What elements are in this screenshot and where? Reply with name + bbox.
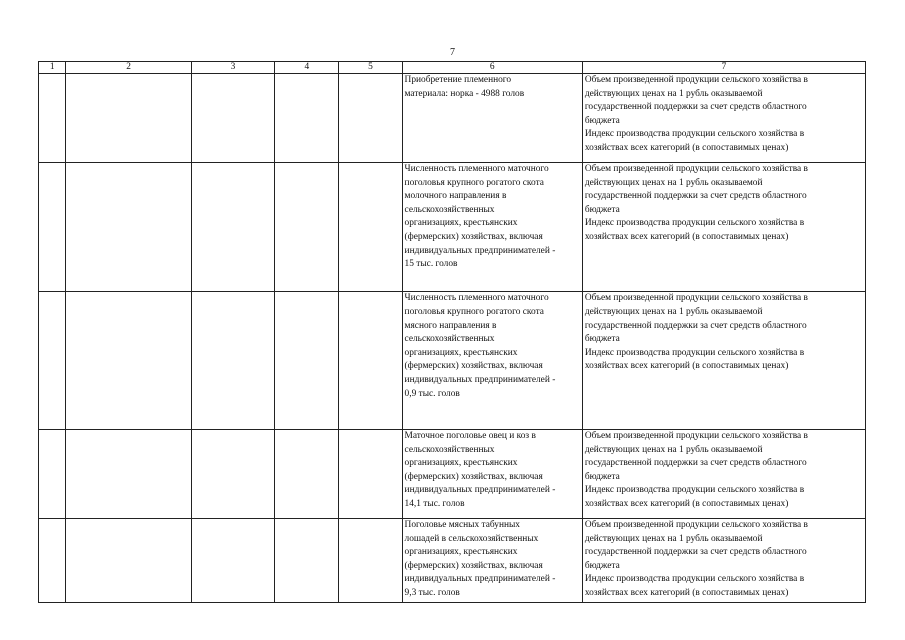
cell-col4 bbox=[275, 430, 339, 519]
cell-col4 bbox=[275, 292, 339, 430]
cell-text-line: организациях, крестьянских bbox=[404, 547, 518, 558]
column-header-2: 2 bbox=[66, 62, 191, 74]
cell-text-line: поголовья крупного рогатого скота bbox=[404, 177, 544, 188]
table-row bbox=[39, 430, 866, 519]
cell-text-line: (фермерских) хозяйствах, включая bbox=[404, 231, 543, 242]
cell-col2 bbox=[66, 292, 191, 430]
cell-col2 bbox=[66, 74, 191, 163]
cell-col1 bbox=[39, 292, 66, 430]
cell-text-line: сельскохозяйственных bbox=[404, 204, 495, 215]
indicators-cell bbox=[582, 519, 865, 603]
cell-col4 bbox=[275, 74, 339, 163]
cell-col5 bbox=[339, 74, 402, 163]
cell-col1 bbox=[39, 519, 66, 603]
table-row bbox=[39, 519, 866, 603]
goal-cell bbox=[402, 292, 582, 430]
cell-text-line: действующих ценах на 1 рубль оказываемой bbox=[584, 533, 763, 544]
cell-col2 bbox=[66, 519, 191, 603]
cell-text-line: сельскохозяйственных bbox=[404, 444, 495, 455]
cell-text-line: (фермерских) хозяйствах, включая bbox=[404, 560, 543, 571]
indicators-cell bbox=[582, 430, 865, 519]
cell-text-line: 0,9 тыс. голов bbox=[404, 388, 460, 399]
indicators-cell bbox=[582, 292, 865, 430]
cell-col5 bbox=[339, 292, 402, 430]
cell-text-line: Объем произведенной продукции сельского хозяйства в bbox=[584, 431, 808, 441]
goal-cell bbox=[402, 163, 582, 292]
cell-text-line: Объем произведенной продукции сельского хозяйства в bbox=[584, 520, 808, 530]
cell-text-line: Маточное поголовье овец и коз в bbox=[404, 431, 536, 441]
cell-text-line: бюджета bbox=[584, 471, 620, 482]
cell-text-line: Численность племенного маточного bbox=[404, 164, 549, 174]
cell-text-line: действующих ценах на 1 рубль оказываемой bbox=[584, 88, 763, 99]
cell-text-line: действующих ценах на 1 рубль оказываемой bbox=[584, 307, 763, 318]
cell-text-line: организациях, крестьянских bbox=[404, 218, 518, 229]
cell-col1 bbox=[39, 74, 66, 163]
cell-text-line: Индекс производства продукции сельского хозяйства в bbox=[584, 347, 805, 358]
goal-cell bbox=[402, 519, 582, 603]
cell-col1 bbox=[39, 430, 66, 519]
cell-text-line: бюджета bbox=[584, 204, 620, 215]
cell-text-line: Индекс производства продукции сельского хозяйства в bbox=[584, 574, 805, 585]
cell-text-line: 14,1 тыс. голов bbox=[404, 498, 465, 509]
cell-text-line: материала: норка - 4988 голов bbox=[404, 88, 525, 99]
cell-col3 bbox=[191, 292, 275, 430]
cell-text-line: хозяйствах всех категорий (в сопоставимых ценах) bbox=[584, 498, 789, 509]
cell-col5 bbox=[339, 519, 402, 603]
cell-text-line: (фермерских) хозяйствах, включая bbox=[404, 471, 543, 482]
cell-text-line: государственной поддержки за счет средств областного bbox=[584, 458, 807, 469]
cell-text-line: Численность племенного маточного bbox=[404, 293, 549, 304]
cell-text-line: 15 тыс. голов bbox=[404, 259, 458, 270]
cell-text-line: индивидуальных предпринимателей - bbox=[404, 245, 556, 256]
cell-text-line: действующих ценах на 1 рубль оказываемой bbox=[584, 444, 763, 455]
table-row bbox=[39, 74, 866, 163]
cell-text-line: Поголовье мясных табунных bbox=[404, 520, 520, 530]
cell-text-line: бюджета bbox=[584, 560, 620, 571]
column-header-4: 4 bbox=[275, 62, 339, 74]
goal-cell bbox=[402, 74, 582, 163]
cell-text-line: действующих ценах на 1 рубль оказываемой bbox=[584, 177, 763, 188]
cell-text-line: хозяйствах всех категорий (в сопоставимых ценах) bbox=[584, 231, 789, 242]
cell-col1 bbox=[39, 163, 66, 292]
cell-col5 bbox=[339, 430, 402, 519]
cell-col2 bbox=[66, 430, 191, 519]
column-header-1: 1 bbox=[39, 62, 66, 74]
cell-col4 bbox=[275, 519, 339, 603]
cell-text-line: Объем произведенной продукции сельского хозяйства в bbox=[584, 75, 808, 85]
cell-text-line: Индекс производства продукции сельского хозяйства в bbox=[584, 218, 805, 229]
cell-col3 bbox=[191, 430, 275, 519]
cell-text-line: бюджета bbox=[584, 115, 620, 126]
goal-cell bbox=[402, 430, 582, 519]
cell-col3 bbox=[191, 163, 275, 292]
cell-col3 bbox=[191, 519, 275, 603]
cell-col3 bbox=[191, 74, 275, 163]
cell-text-line: государственной поддержки за счет средств областного bbox=[584, 547, 807, 558]
document-table bbox=[38, 61, 866, 603]
cell-text-line: государственной поддержки за счет средств областного bbox=[584, 191, 807, 202]
cell-text-line: молочного направления в bbox=[404, 191, 507, 202]
cell-col4 bbox=[275, 163, 339, 292]
cell-text-line: индивидуальных предпринимателей - bbox=[404, 485, 556, 496]
cell-text-line: хозяйствах всех категорий (в сопоставимых ценах) bbox=[584, 361, 789, 372]
indicators-cell bbox=[582, 74, 865, 163]
cell-text-line: организациях, крестьянских bbox=[404, 458, 518, 469]
cell-text-line: сельскохозяйственных bbox=[404, 334, 495, 345]
column-header-3: 3 bbox=[191, 62, 275, 74]
cell-text-line: государственной поддержки за счет средств областного bbox=[584, 320, 807, 331]
cell-text-line: хозяйствах всех категорий (в сопоставимых ценах) bbox=[584, 142, 789, 153]
cell-text-line: государственной поддержки за счет средств областного bbox=[584, 102, 807, 113]
cell-text-line: Индекс производства продукции сельского хозяйства в bbox=[584, 129, 805, 140]
column-header-6: 6 bbox=[402, 62, 582, 74]
cell-text-line: (фермерских) хозяйствах, включая bbox=[404, 361, 543, 372]
cell-text-line: мясного направления в bbox=[404, 320, 497, 331]
cell-text-line: Приобретение племенного bbox=[404, 75, 512, 85]
column-header-5: 5 bbox=[339, 62, 402, 74]
header-row bbox=[39, 62, 866, 74]
cell-col5 bbox=[339, 163, 402, 292]
indicators-cell bbox=[582, 163, 865, 292]
cell-text-line: индивидуальных предпринимателей - bbox=[404, 375, 556, 386]
cell-text-line: Индекс производства продукции сельского хозяйства в bbox=[584, 485, 805, 496]
table-row bbox=[39, 292, 866, 430]
cell-text-line: бюджета bbox=[584, 334, 620, 345]
cell-text-line: Объем произведенной продукции сельского хозяйства в bbox=[584, 293, 808, 304]
column-header-7: 7 bbox=[582, 62, 865, 74]
cell-text-line: Объем произведенной продукции сельского хозяйства в bbox=[584, 164, 808, 174]
cell-text-line: 9,3 тыс. голов bbox=[404, 587, 460, 598]
cell-text-line: индивидуальных предпринимателей - bbox=[404, 574, 556, 585]
cell-text-line: лошадей в сельскохозяйственных bbox=[404, 533, 539, 544]
cell-text-line: хозяйствах всех категорий (в сопоставимых ценах) bbox=[584, 587, 789, 598]
cell-col2 bbox=[66, 163, 191, 292]
page-number: 7 bbox=[450, 47, 455, 58]
table-row bbox=[39, 163, 866, 292]
cell-text-line: поголовья крупного рогатого скота bbox=[404, 307, 544, 318]
table-body bbox=[39, 74, 866, 603]
cell-text-line: организациях, крестьянских bbox=[404, 347, 518, 358]
